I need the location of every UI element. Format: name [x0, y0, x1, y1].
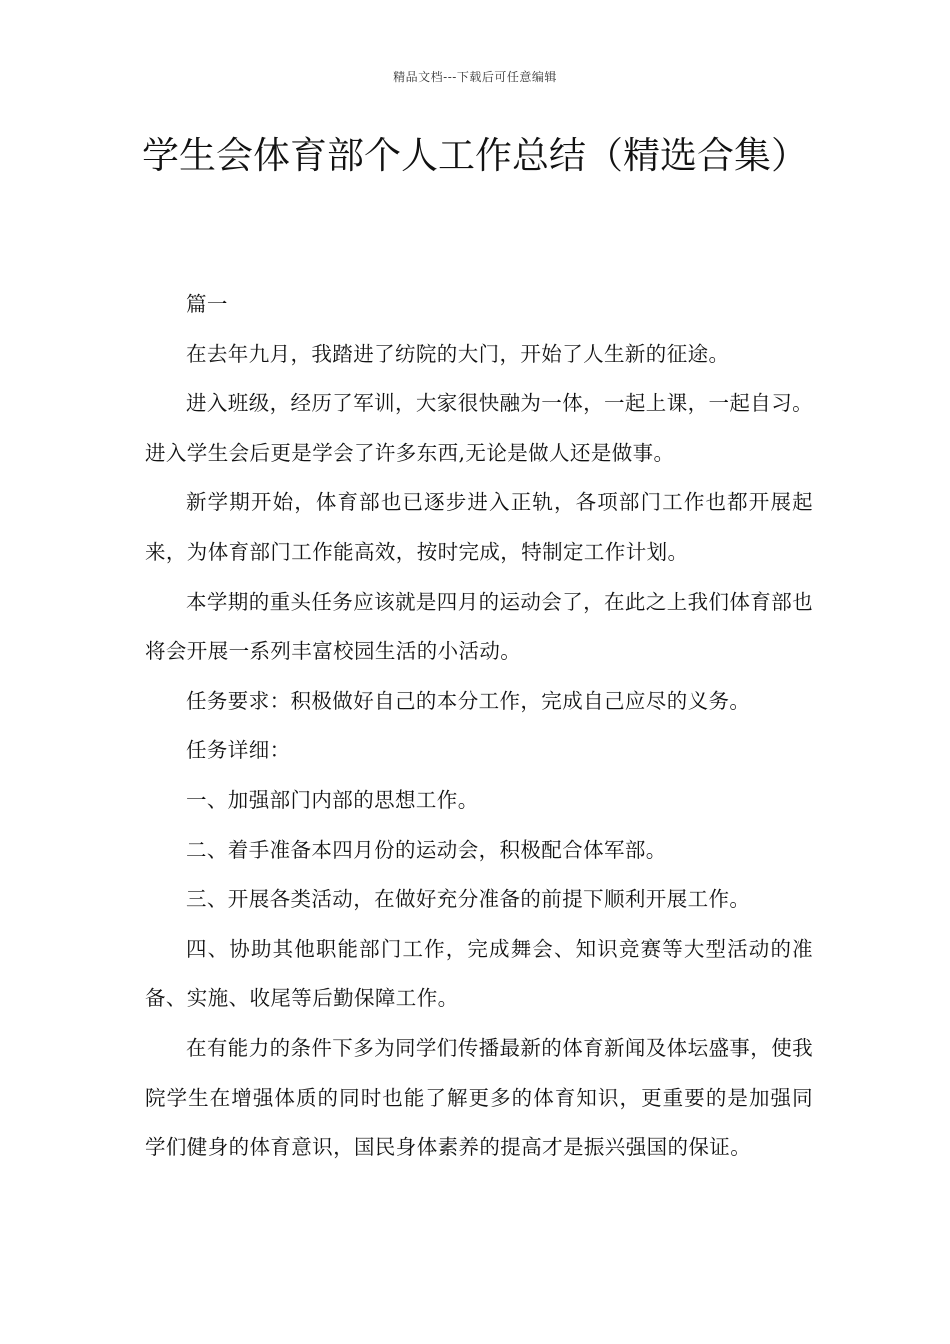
paragraph: 二、着手准备本四月份的运动会，积极配合体军部。	[186, 837, 667, 862]
paragraph: 新学期开始，体育部也已逐步进入正轨，各项部门工作也都开展起来，为体育部门工作能高效，按时完成，特制定工作计划。	[145, 490, 813, 564]
paragraph: 三、开展各类活动，在做好充分准备的前提下顺利开展工作。	[186, 887, 751, 912]
header-note: 精品文档---下载后可任意编辑	[393, 70, 557, 84]
paragraph: 一、加强部门内部的思想工作。	[186, 787, 479, 812]
paragraph: 篇一	[186, 292, 228, 316]
paragraph: 在去年九月，我踏进了纺院的大门，开始了人生新的征途。	[186, 341, 730, 366]
paragraph: 任务详细：	[186, 738, 291, 763]
paragraph: 在有能力的条件下多为同学们传播最新的体育新闻及体坛盛事，使我院学生在增强体质的同时也能了解更多的体育知识，更重要的是加强同学们健身的体育意识，国民身体素养的提高才是振兴强国的保证。	[145, 1035, 813, 1160]
paragraph: 四、协助其他职能部门工作，完成舞会、知识竞赛等大型活动的准备、实施、收尾等后勤保障工作。	[145, 936, 813, 1011]
paragraph: 进入班级，经历了军训，大家很快融为一体，一起上课，一起自习。进入学生会后更是学会了许多东西,无论是做人还是做事。	[145, 391, 813, 465]
document-body	[145, 280, 813, 1173]
document-title: 学生会体育部个人工作总结（精选合集）	[142, 134, 808, 177]
paragraph: 本学期的重头任务应该就是四月的运动会了，在此之上我们体育部也将会开展一系列丰富校园生活的小活动。	[145, 589, 813, 664]
paragraph: 任务要求：积极做好自己的本分工作，完成自己应尽的义务。	[186, 688, 751, 713]
